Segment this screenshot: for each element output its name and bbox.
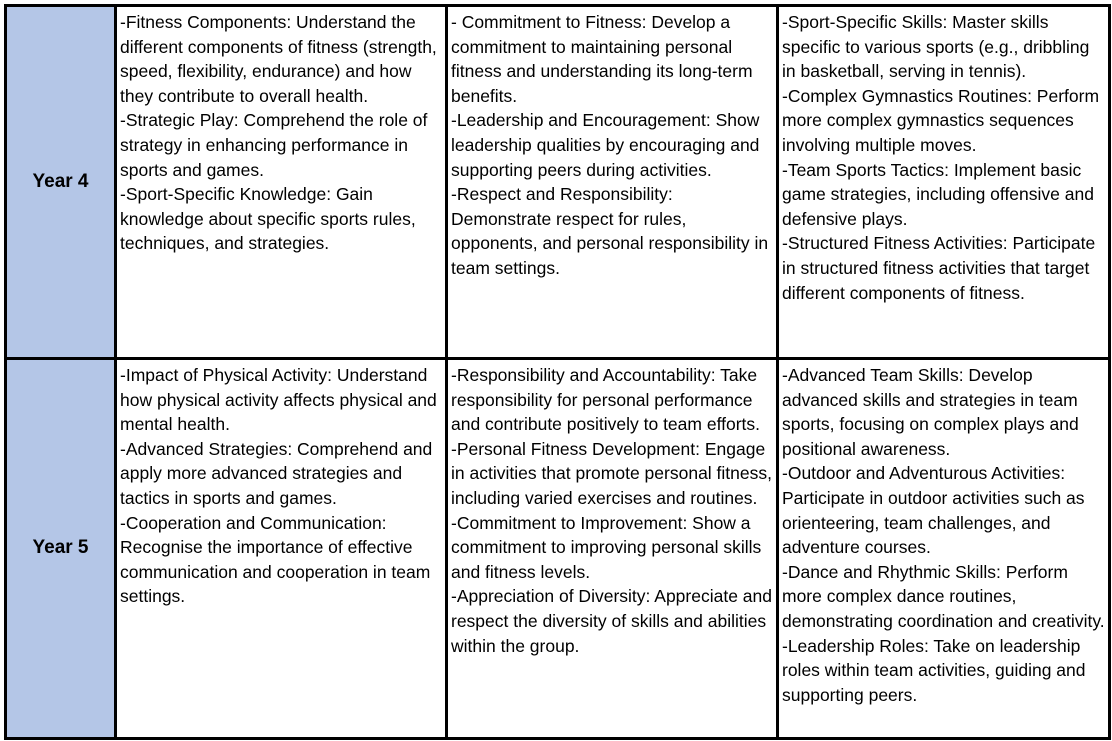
list-item: -Outdoor and Adventurous Activities: Participate in outdoor activities such as orienteering, team challenges, and adventure courses. — [782, 463, 1085, 558]
year-5-column-1-cell — [116, 359, 447, 739]
list-item: -Commitment to Improvement: Show a commitment to improving personal skills and fitness levels. — [451, 512, 762, 582]
list-item: -Team Sports Tactics: Implement basic game strategies, including offensive and defensive plays. — [782, 159, 1094, 229]
list-item: -Leadership Roles: Take on leadership roles within team activities, guiding and supporting peers. — [782, 635, 1086, 705]
list-item: -Advanced Strategies: Comprehend and apply more advanced strategies and tactics in sports and games. — [120, 438, 433, 508]
year-5-label: Year 5 — [6, 359, 116, 739]
list-item: -Sport-Specific Skills: Master skills specific to various sports (e.g., dribbling in basketball, serving in tennis). — [782, 12, 1090, 82]
table-row-year-4 — [6, 6, 1110, 359]
list-item: -Responsibility and Accountability: Take responsibility for personal performance and contribute positively to team efforts. — [451, 365, 761, 435]
list-item: -Advanced Team Skills: Develop advanced skills and strategies in team sports, focusing on complex plays and positional awareness. — [782, 365, 1079, 459]
list-item: -Strategic Play: Comprehend the role of strategy in enhancing performance in sports and games. — [120, 110, 428, 180]
curriculum-table — [4, 4, 1111, 740]
list-item: -Fitness Components: Understand the different components of fitness (strength, speed, flexibility, endurance) and how they contribute to overall health. — [120, 12, 437, 106]
list-item: -Sport-Specific Knowledge: Gain knowledge about specific sports rules, techniques, and strategies. — [120, 184, 416, 254]
year-4-column-1-cell — [116, 6, 447, 359]
year-4-column-3-cell — [778, 6, 1110, 359]
list-item: -Appreciation of Diversity: Appreciate and respect the diversity of skills and abilities within the group. — [451, 586, 772, 656]
list-item: -Personal Fitness Development: Engage in activities that promote personal fitness, including varied exercises and routines. — [451, 438, 772, 508]
list-item: -Respect and Responsibility: Demonstrate respect for rules, opponents, and personal responsibility in team settings. — [451, 184, 769, 278]
list-item: -Impact of Physical Activity: Understand how physical activity affects physical and mental health. — [120, 365, 437, 435]
year-4-column-2-cell — [447, 6, 778, 359]
list-item: - Commitment to Fitness: Develop a commitment to maintaining personal fitness and understanding its long-term benefits. — [451, 12, 753, 106]
list-item: -Leadership and Encouragement: Show leadership qualities by encouraging and supporting peers during activities. — [451, 110, 760, 180]
year-5-column-3-cell — [778, 359, 1110, 739]
list-item: -Structured Fitness Activities: Participate in structured fitness activities that target different components of fitness. — [782, 233, 1096, 303]
year-5-column-2-cell — [447, 359, 778, 739]
table-row-year-5 — [6, 359, 1110, 739]
list-item: -Dance and Rhythmic Skills: Perform more complex dance routines, demonstrating coordination and creativity. — [782, 561, 1105, 631]
list-item: -Cooperation and Communication: Recognise the importance of effective communication and cooperation in team settings. — [120, 512, 431, 607]
list-item: -Complex Gymnastics Routines: Perform more complex gymnastics sequences involving multiple moves. — [782, 85, 1100, 155]
year-4-label: Year 4 — [6, 6, 116, 359]
